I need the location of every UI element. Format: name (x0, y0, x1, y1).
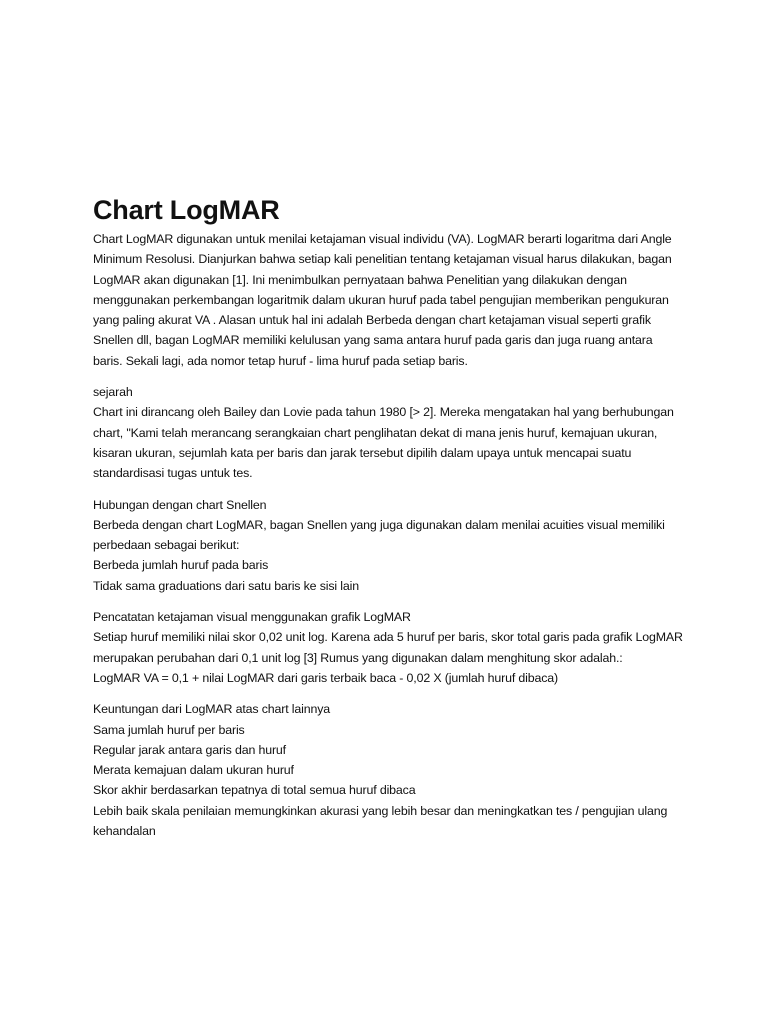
section-keuntungan (93, 699, 683, 841)
formula-line: LogMAR VA = 0,1 + nilai LogMAR dari garis terbaik baca - 0,02 X (jumlah huruf dibaca) (93, 670, 558, 685)
section-snellen (93, 495, 683, 596)
section-heading: Keuntungan dari LogMAR atas chart lainnya (93, 702, 330, 717)
list-item: Lebih baik skala penilaian memungkinkan akurasi yang lebih besar dan meningkatkan tes / pengujian ulang kehandalan (93, 803, 668, 839)
section-body: Berbeda dengan chart LogMAR, bagan Snellen yang juga digunakan dalam menilai acuities visual memiliki perbedaan sebagai berikut: (93, 517, 665, 553)
list-item: Regular jarak antara garis dan huruf (93, 742, 286, 757)
list-item: Merata kemajuan dalam ukuran huruf (93, 763, 294, 778)
list-item: Tidak sama graduations dari satu baris ke sisi lain (93, 578, 359, 593)
intro-paragraph: Chart LogMAR digunakan untuk menilai ketajaman visual individu (VA). LogMAR berarti logaritma dari Angle Minimum Resolusi. Dianjurkan bahwa setiap kali penelitian tentang ketajaman visual harus dilakukan, bagan LogMAR akan digunakan [1]. Ini menimbulkan pernyataan bahwa Penelitian yang dilakukan dengan menggunakan perkembangan logaritmik dalam ukuran huruf pada tabel pengujian memberikan pengukuran yang paling akurat VA . Alasan untuk hal ini adalah Berbeda dengan chart ketajaman visual seperti grafik Snellen dll, bagan LogMAR memiliki kelulusan yang sama antara huruf pada garis dan juga ruang antara baris. Sekali lagi, ada nomor tetap huruf - lima huruf pada setiap baris. (93, 232, 672, 368)
document-page (93, 193, 683, 841)
section-sejarah (93, 382, 683, 483)
list-item: Sama jumlah huruf per baris (93, 722, 245, 737)
document-title: Chart LogMAR (93, 195, 280, 225)
section-pencatatan (93, 607, 683, 688)
section-body: Setiap huruf memiliki nilai skor 0,02 unit log. Karena ada 5 huruf per baris, skor total garis pada grafik LogMAR merupakan perubahan dari 0,1 unit log [3] Rumus yang digunakan dalam menghitung skor adalah.: (93, 630, 683, 665)
section-heading: Hubungan dengan chart Snellen (93, 497, 267, 512)
section-heading: sejarah (93, 385, 133, 400)
list-item: Berbeda jumlah huruf pada baris (93, 558, 269, 573)
section-body: Chart ini dirancang oleh Bailey dan Lovie pada tahun 1980 [> 2]. Mereka mengatakan hal yang berhubungan chart, "Kami telah merancang serangkaian chart penglihatan dekat di mana jenis huruf, kemajuan ukuran, kisaran ukuran, sejumlah kata per baris dan jarak tersebut dipilih dalam upaya untuk mencapai suatu standardisasi tugas untuk tes. (93, 405, 674, 481)
list-item: Skor akhir berdasarkan tepatnya di total semua huruf dibaca (93, 783, 416, 798)
section-heading: Pencatatan ketajaman visual menggunakan grafik LogMAR (93, 610, 411, 625)
